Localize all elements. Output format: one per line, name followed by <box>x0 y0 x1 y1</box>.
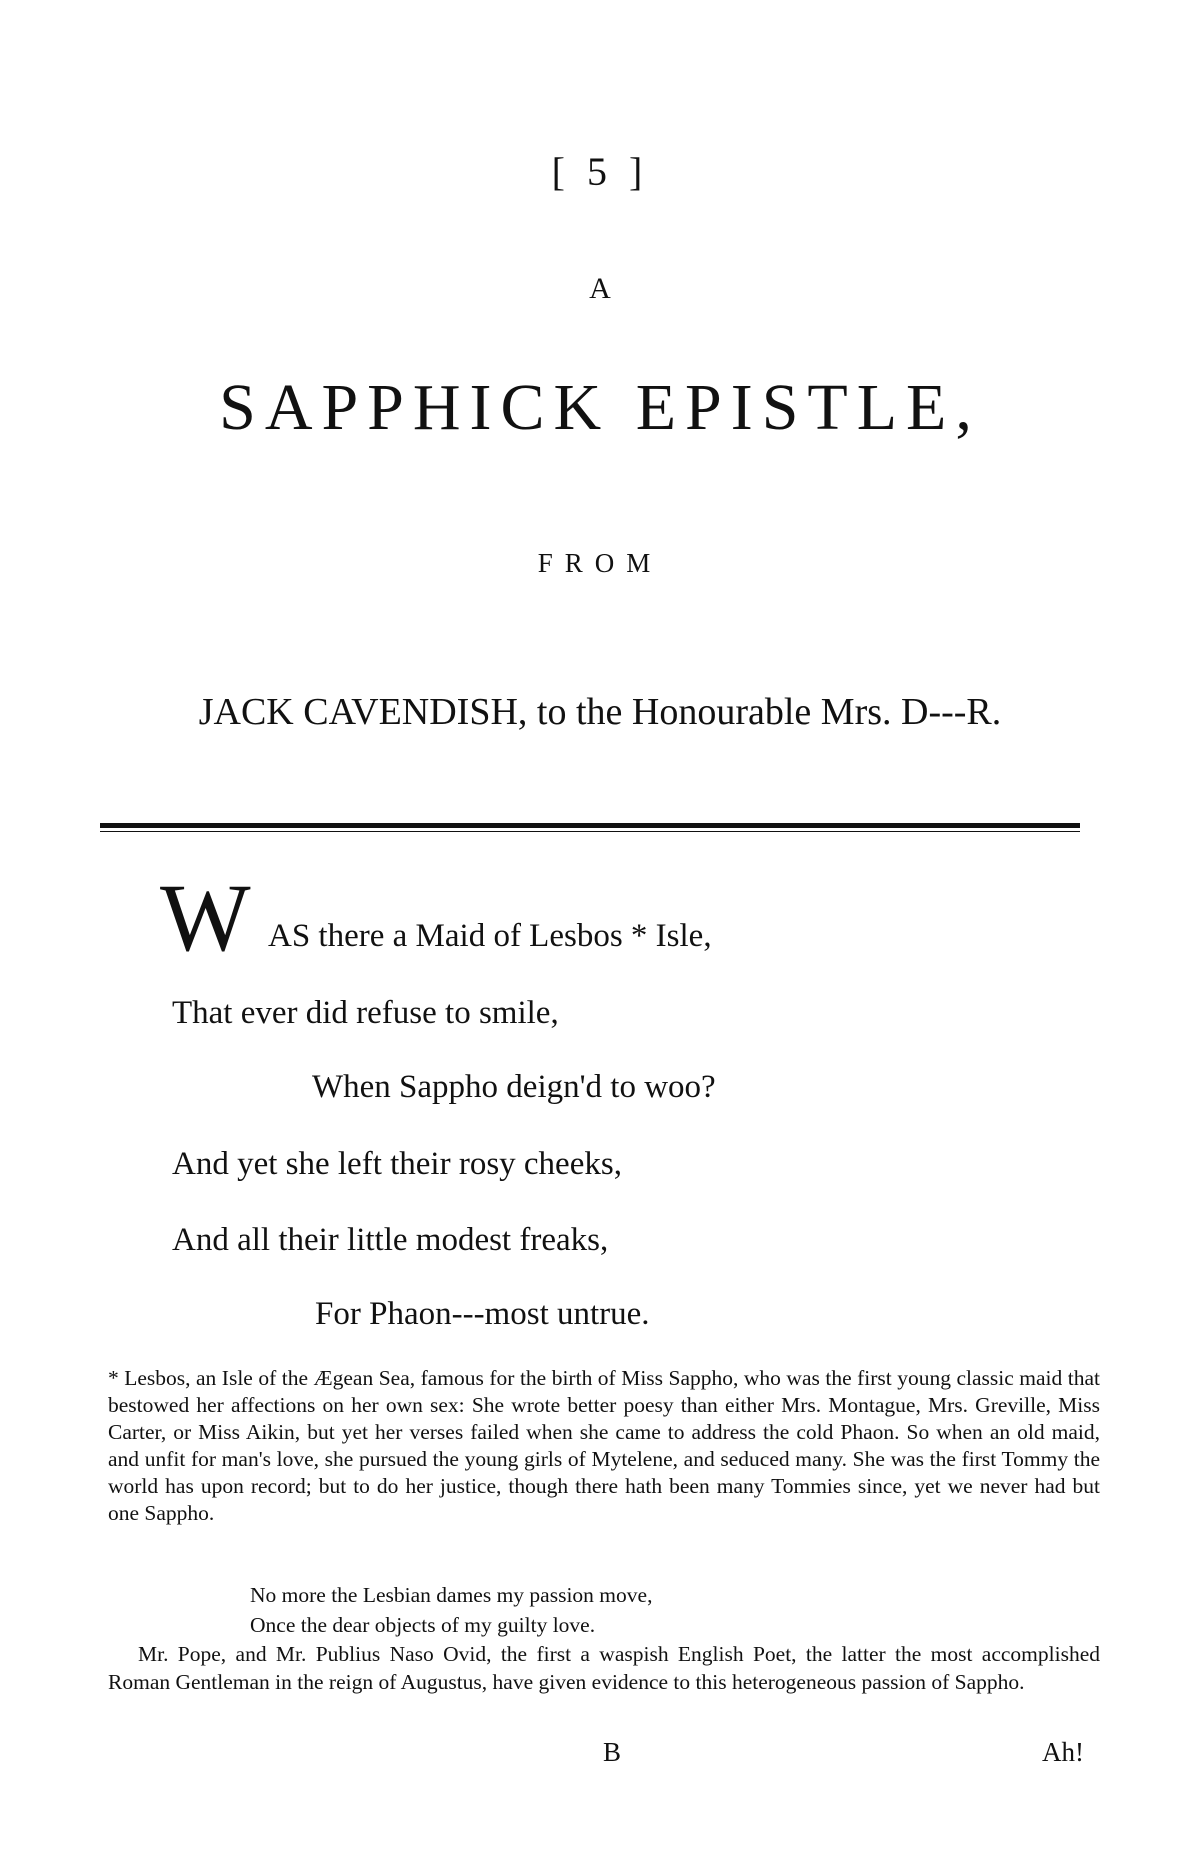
verse-line-5: And all their little modest freaks, <box>172 1222 609 1258</box>
verse-line-3: When Sappho deign'd to woo? <box>312 1069 716 1105</box>
verse-line-2: That ever did refuse to smile, <box>172 995 559 1031</box>
drop-cap: W <box>160 864 251 971</box>
signature-mark: B <box>603 1737 622 1767</box>
footnote <box>108 1365 1100 1527</box>
from-line: FROM <box>537 548 663 578</box>
subtitle: JACK CAVENDISH, to the Honourable Mrs. D---R. <box>198 691 1002 733</box>
footnote-text: * Lesbos, an Isle of the Ægean Sea, famous for the birth of Miss Sappho, who was the first young classic maid that bestowed her affections on her own sex: She wrote better poesy than either Mrs. Montague, Mrs. Greville, Miss Carter, or Miss Aikin, but yet her verses failed when she came to address the cold Phaon. So when an old maid, and unfit for man's love, she pursued the young girls of Mytelene, and seduced many. She was the first Tommy the world has upon record; but to do her justice, though there hath been many Tommies since, yet we never had but one Sappho. <box>108 1366 1100 1525</box>
catchword: Ah! <box>1042 1737 1084 1767</box>
main-title: SAPPHICK EPISTLE, <box>219 371 981 444</box>
verse-line-6: For Phaon---most untrue. <box>315 1296 650 1332</box>
footnote-continuation: Mr. Pope, and Mr. Publius Naso Ovid, the first a waspish English Poet, the latter the most accomplished Roman Gentleman in the reign of Augustus, have given evidence to this heterogeneous passion of Sappho. <box>108 1642 1100 1694</box>
footnote-quote <box>250 1580 652 1640</box>
quote-line-1: No more the Lesbian dames my passion move, <box>250 1583 653 1607</box>
page-number: [ 5 ] <box>551 149 649 194</box>
title-article: A <box>589 272 611 305</box>
verse-line-1: AS there a Maid of Lesbos * Isle, <box>268 918 712 954</box>
title-rule-thin <box>100 831 1080 832</box>
quote-line-2: Once the dear objects of my guilty love. <box>250 1613 596 1637</box>
title-rule-thick <box>100 823 1080 828</box>
verse-line-4: And yet she left their rosy cheeks, <box>172 1146 622 1182</box>
